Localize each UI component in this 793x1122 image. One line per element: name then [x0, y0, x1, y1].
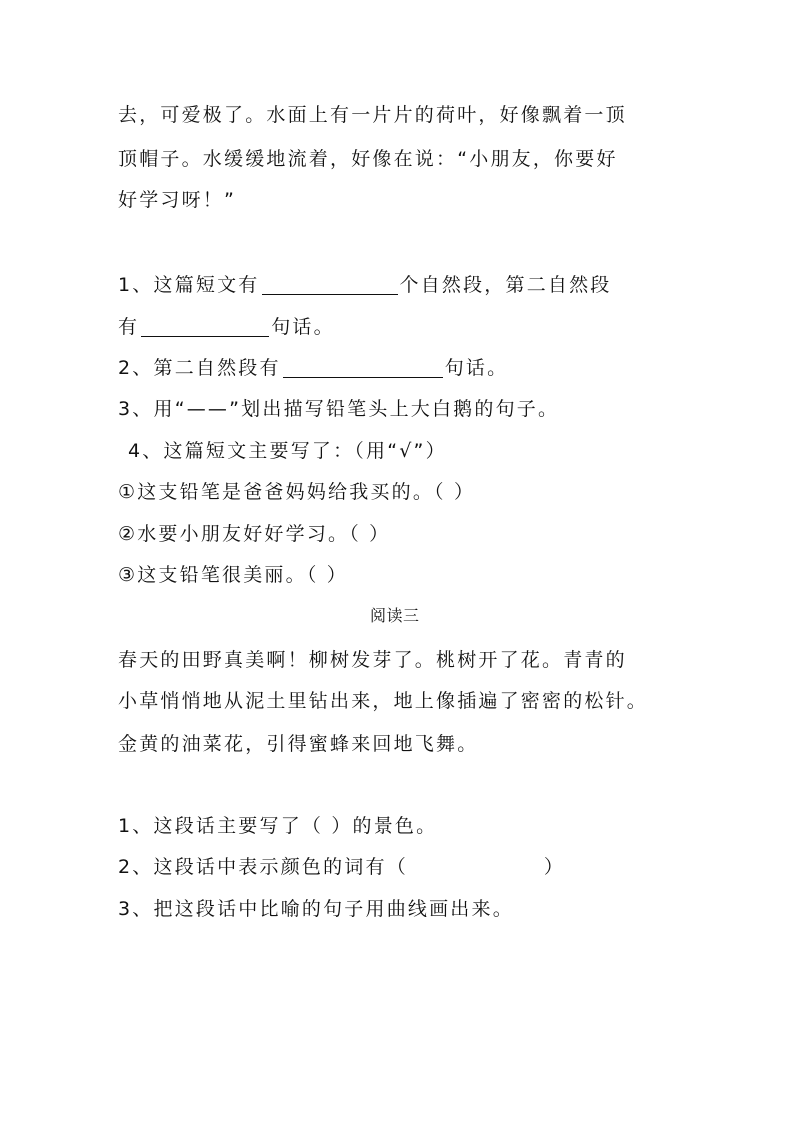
option-2[interactable]: ②水要小朋友好好学习。（ ） [118, 523, 391, 545]
question-text: ） [543, 856, 566, 878]
question-text: 句话。 [271, 316, 335, 338]
option-3[interactable]: ③这支铅笔很美丽。（ ） [118, 564, 348, 586]
passage-line: 春天的田野真美啊！柳树发芽了。桃树开了花。青青的 [118, 649, 627, 671]
question-3: 3、用“——”划出描写铅笔头上大白鹅的句子。 [118, 398, 560, 420]
section-title: 阅读三 [370, 606, 420, 625]
answer-blank[interactable] [141, 318, 269, 337]
question-3: 3、把这段话中比喻的句子用曲线画出来。 [118, 898, 514, 920]
question-2 [118, 359, 508, 378]
passage-line: 去，可爱极了。水面上有一片片的荷叶，好像飘着一顶 [118, 104, 627, 126]
passage-line: 好学习呀！” [118, 189, 237, 211]
question-2 [118, 858, 565, 877]
question-text: 个自然段，第二自然段 [399, 274, 612, 296]
answer-blank[interactable] [262, 276, 398, 295]
question-1 [118, 276, 612, 295]
question-text: 2、这段话中表示颜色的词有（ [118, 856, 408, 878]
passage-line: 金黄的油菜花，引得蜜蜂来回地飞舞。 [118, 733, 479, 755]
question-text: 1、这篇短文有 [118, 274, 260, 296]
question-text: 2、第二自然段有 [118, 357, 281, 379]
question-4: 4、这篇短文主要写了：（用“√”） [128, 440, 447, 462]
option-1[interactable]: ①这支铅笔是爸爸妈妈给我买的。（ ） [118, 481, 476, 503]
question-1-cont [118, 318, 335, 337]
passage-line: 小草悄悄地从泥土里钻出来，地上像插遍了密密的松针。 [118, 690, 649, 712]
passage-line: 顶帽子。水缓缓地流着，好像在说：“小朋友，你要好 [118, 148, 618, 170]
question-1: 1、这段话主要写了（ ）的景色。 [118, 815, 438, 837]
question-text: 句话。 [444, 357, 509, 379]
answer-blank[interactable] [283, 359, 443, 378]
question-text: 有 [118, 316, 140, 338]
